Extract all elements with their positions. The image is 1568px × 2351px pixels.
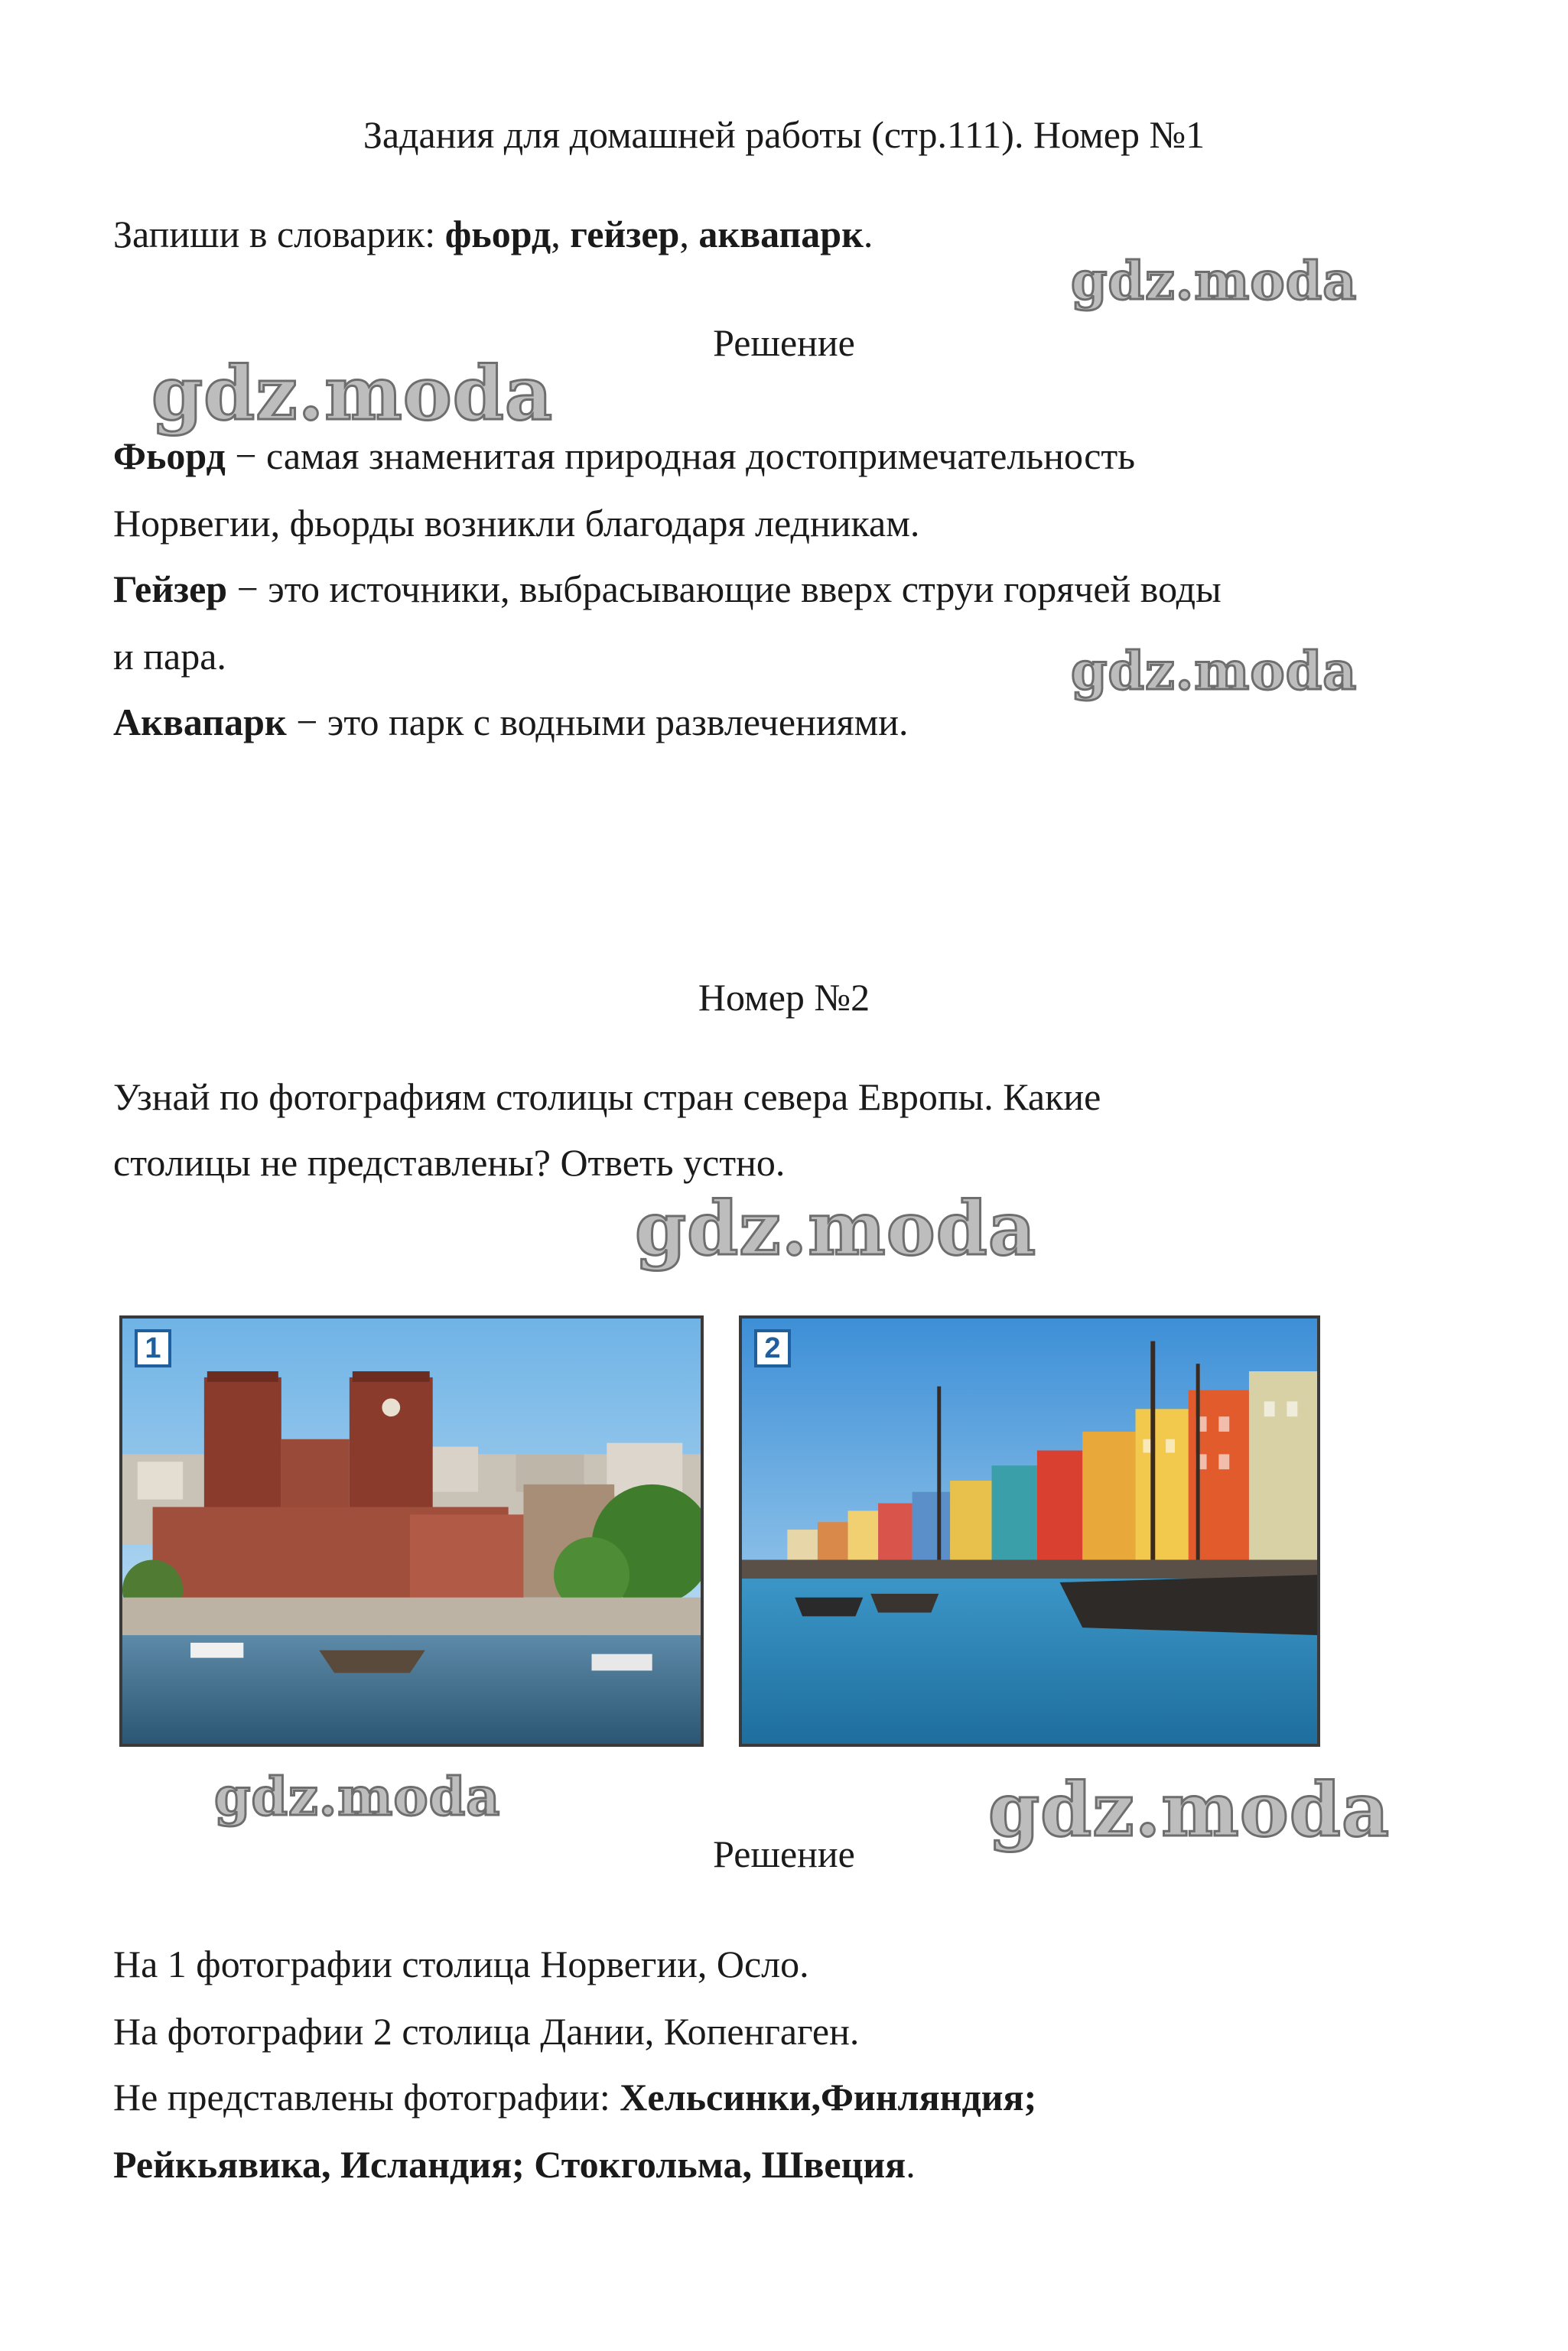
watermark: gdz.moda <box>635 1185 1037 1272</box>
definition-text: − это источники, выбрасывающие вверх струи горячей воды <box>227 567 1222 610</box>
task1-solution-label: Решение <box>713 321 855 364</box>
definition-aquapark <box>113 699 909 745</box>
answer-line-3 <box>113 2074 1036 2120</box>
answer-bold: Рейкьявика, Исландия; Стокгольма, Швеция <box>113 2143 906 2186</box>
prompt-lead: Запиши в словарик: <box>113 213 445 255</box>
task2-solution-label: Решение <box>713 1832 855 1875</box>
answer-line-2: На фотографии 2 столица Дании, Копенгаген. <box>113 2010 860 2053</box>
term: Аквапарк <box>113 701 287 743</box>
copenhagen-image <box>742 1319 1317 1744</box>
oslo-image <box>122 1319 701 1744</box>
watermark: gdz.moda <box>988 1767 1391 1853</box>
definition-fjord-cont: Норвегии, фьорды возникли благодаря ледникам. <box>113 502 920 545</box>
definition-fjord <box>113 433 1135 479</box>
photo-number-badge: 2 <box>754 1329 791 1367</box>
task2-prompt-line1: Узнай по фотографиям столицы стран севера Европы. Какие <box>113 1075 1101 1118</box>
answer-lead: Не представлены фотографии: <box>113 2076 620 2119</box>
term: Гейзер <box>113 567 228 610</box>
photo-copenhagen <box>739 1315 1320 1747</box>
definition-text: − самая знаменитая природная достопримечательность <box>225 434 1136 477</box>
watermark: gdz.moda <box>1071 251 1358 312</box>
definition-geyser-cont: и пара. <box>113 635 226 678</box>
definition-geyser <box>113 566 1222 612</box>
task2-header: Номер №2 <box>698 976 870 1019</box>
answer-line-1: На 1 фотографии столица Норвегии, Осло. <box>113 1943 809 1985</box>
task2-prompt-line2: столицы не представлены? Ответь устно. <box>113 1141 786 1184</box>
photo-number-badge: 1 <box>135 1329 171 1367</box>
watermark: gdz.moda <box>151 350 554 437</box>
word-geyser: гейзер <box>570 213 680 255</box>
task1-header: Задания для домашней работы (стр.111). Номер №1 <box>363 113 1205 156</box>
answer-bold: Хельсинки,Финляндия; <box>620 2076 1037 2119</box>
photo-oslo <box>119 1315 704 1747</box>
word-aquapark: аквапарк <box>698 213 864 255</box>
task1-prompt: Запиши в словарик: фьорд, гейзер, аквапарк. <box>113 213 873 255</box>
watermark: gdz.moda <box>1071 641 1358 702</box>
answer-line-4: Рейкьявика, Исландия; Стокгольма, Швеция. <box>113 2143 916 2186</box>
watermark: gdz.moda <box>214 1767 501 1828</box>
definition-text: − это парк с водными развлечениями. <box>286 701 909 743</box>
word-fjord: фьорд <box>444 213 551 255</box>
term: Фьорд <box>113 434 226 477</box>
